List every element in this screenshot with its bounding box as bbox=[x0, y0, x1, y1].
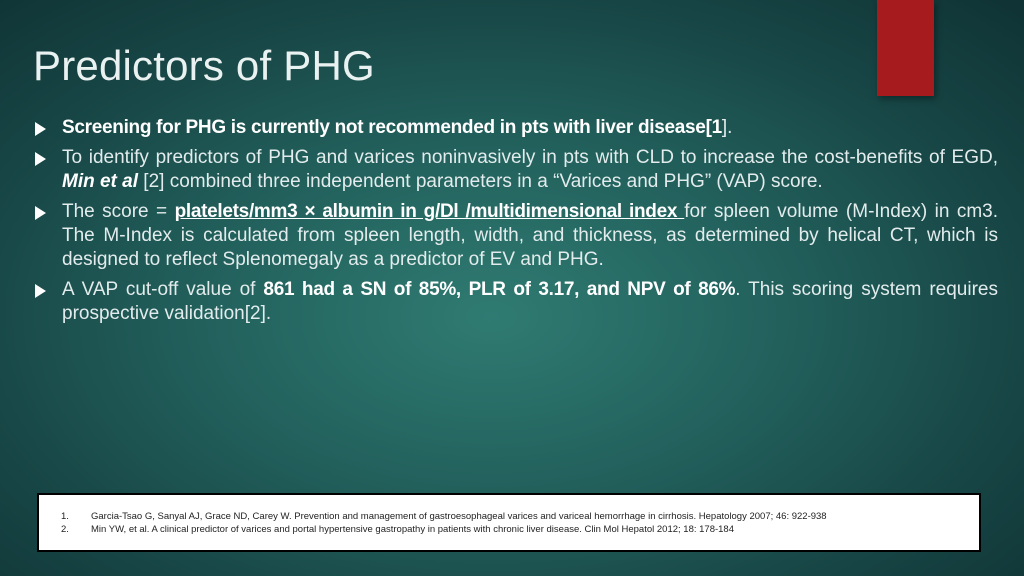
triangle-bullet-icon bbox=[35, 284, 46, 298]
bullet-text-emphasis: Min et al bbox=[62, 171, 139, 192]
reference-text: Min YW, et al. A clinical predictor of varices and portal hypertensive gastropathy in patients with chronic liver disease. Clin Mol Hepatol 2012; 18: 178-184 bbox=[91, 524, 734, 535]
bullet-item-predictors bbox=[34, 146, 998, 194]
reference-number: 2. bbox=[61, 524, 69, 535]
bullet-item-score-formula bbox=[34, 200, 998, 272]
bullet-text: ]. bbox=[721, 117, 733, 138]
bullet-text: A VAP cut-off value of bbox=[62, 279, 264, 300]
slide-title: Predictors of PHG bbox=[33, 42, 375, 89]
triangle-bullet-icon bbox=[35, 152, 46, 166]
bullet-text-highlight: 861 had a SN of 85%, PLR of 3.17, and NPV of 86% bbox=[263, 279, 736, 300]
bullet-text: . This scoring system requires prospective validation[2]. bbox=[62, 279, 998, 324]
reference-text: Garcia-Tsao G, Sanyal AJ, Grace ND, Carey W. Prevention and management of gastroesophageal varices and variceal hemorrhage in cirrhosis. Hepatology 2007; 46: 922-938 bbox=[91, 511, 827, 522]
bullet-item-screening bbox=[34, 116, 998, 140]
bullet-item-cutoff bbox=[34, 278, 998, 326]
bullet-text: for spleen volume (M-Index) in cm3. The M-Index is calculated from spleen length, width, and thickness, as determined by helical CT, which is designed to reflect Splenomegaly as a predictor of EV and PHG. bbox=[62, 201, 998, 270]
triangle-bullet-icon bbox=[35, 206, 46, 220]
reference-item bbox=[61, 510, 967, 523]
references-box bbox=[37, 493, 981, 552]
bullet-text: [2] combined three independent parameters in a “Varices and PHG” (VAP) score. bbox=[138, 171, 823, 192]
bullet-text: The score = bbox=[62, 201, 175, 222]
bullet-text-highlight: Screening for PHG is currently not recommended in pts with liver disease[1 bbox=[62, 117, 722, 138]
triangle-bullet-icon bbox=[35, 122, 46, 136]
reference-item bbox=[61, 523, 967, 536]
bullet-text-formula: platelets/mm3 × albumin in g/Dl /multidimensional index bbox=[174, 201, 685, 222]
bullet-text: To identify predictors of PHG and varices noninvasively in pts with CLD to increase the cost-benefits of EGD, bbox=[62, 147, 998, 168]
reference-number: 1. bbox=[61, 511, 69, 522]
bullet-list bbox=[34, 116, 998, 332]
accent-bar bbox=[877, 0, 934, 96]
